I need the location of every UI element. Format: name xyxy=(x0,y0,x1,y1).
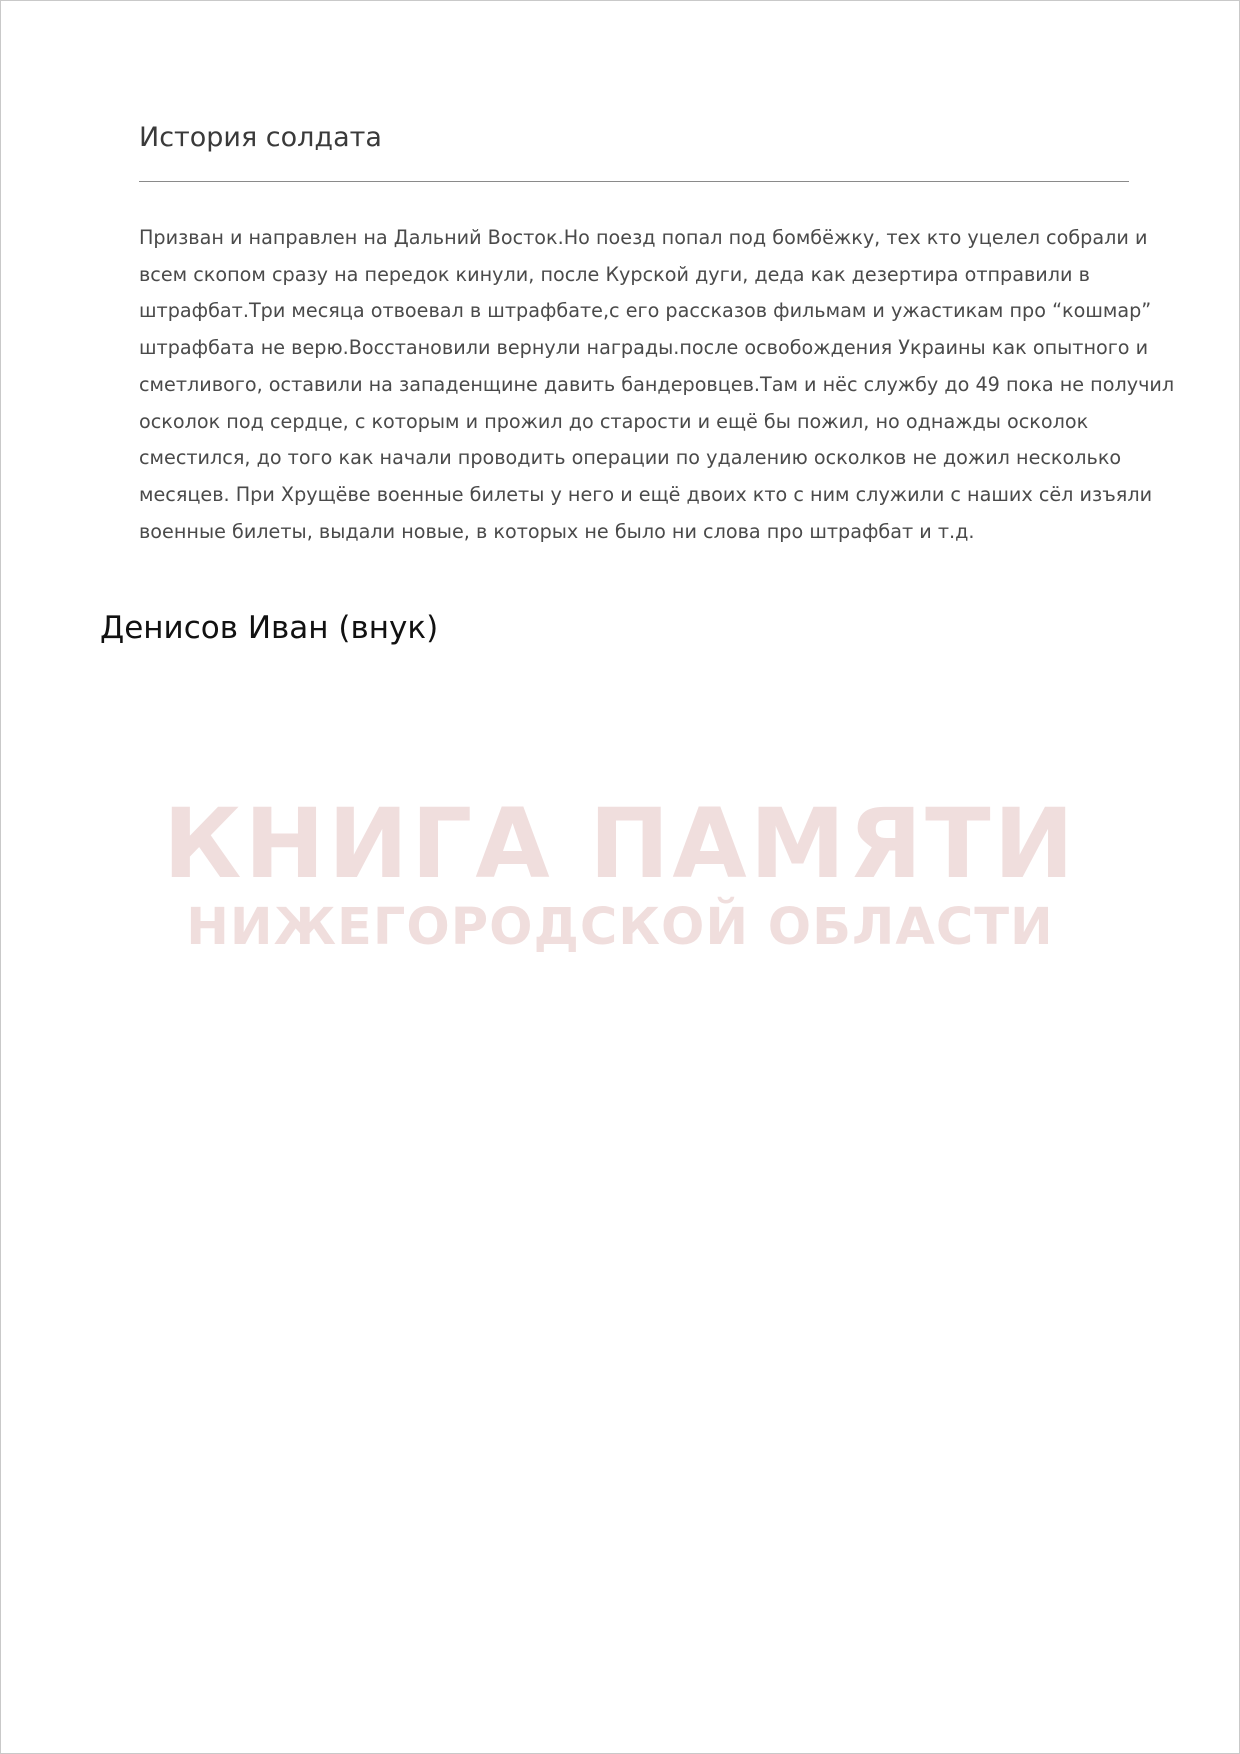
title-divider xyxy=(139,181,1129,182)
story-line: штрафбата не верю.Восстановили вернули награды.после освобождения Украины как опытного и xyxy=(139,336,1149,360)
watermark xyxy=(0,788,1240,960)
story-line: Призван и направлен на Дальний Восток.Но поезд попал под бомбёжку, тех кто уцелел собрали и xyxy=(139,226,1148,249)
story-line: сметливого, оставили на западенщине давить бандеровцев.Там и нёс службу до 49 пока не получил xyxy=(139,372,1175,396)
story-line: осколок под сердце, с которым и прожил до старости и ещё бы пожил, но однажды осколок xyxy=(139,409,1089,433)
story-line: сместился, до того как начали проводить операции по удалению осколков не дожил несколько xyxy=(139,446,1122,470)
watermark-title: КНИГА ПАМЯТИ xyxy=(163,788,1077,900)
story-line: штрафбат.Три месяца отвоевал в штрафбате,с его рассказов фильмам и ужастикам про “кошмар” xyxy=(139,299,1152,323)
author-signature: Денисов Иван (внук) xyxy=(100,610,439,646)
story-text xyxy=(139,220,1175,550)
watermark-subtitle: НИЖЕГОРОДСКОЙ ОБЛАСТИ xyxy=(186,898,1054,957)
story-line: месяцев. При Хрущёве военные билеты у него и ещё двоих кто с ним служили с наших сёл изъяли xyxy=(139,482,1153,506)
story-line: военные билеты, выдали новые, в которых не было ни слова про штрафбат и т.д. xyxy=(139,519,975,543)
section-title: История солдата xyxy=(139,122,382,153)
story-line: всем скопом сразу на передок кинули, после Курской дуги, деда как дезертира отправили в xyxy=(139,262,1090,286)
